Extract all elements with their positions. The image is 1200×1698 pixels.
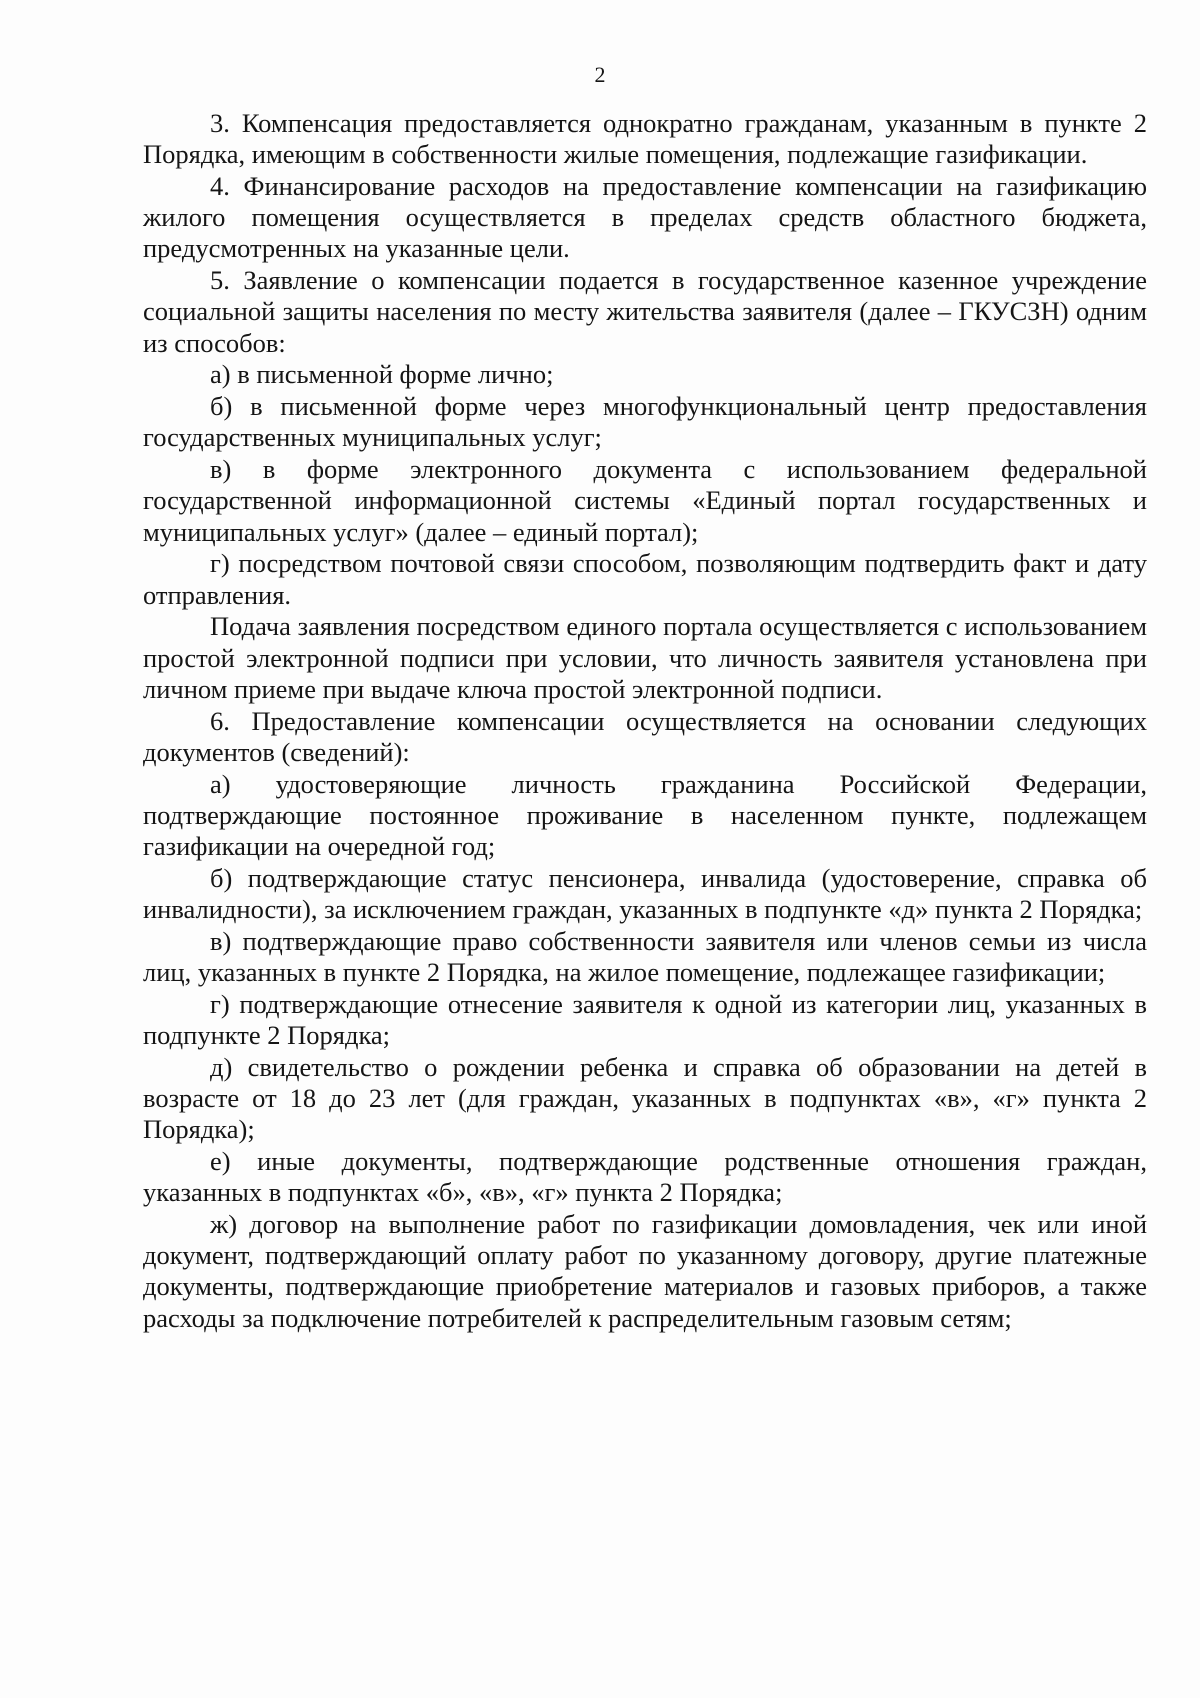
list-item-5a: а) в письменной форме лично; (210, 359, 554, 390)
paragraph-portal-submission: Подача заявления посредством единого портала осуществляется с использованием простой электронной подписи при условии, что личность заявителя установлена при личном приеме при выдаче ключа простой электронной подписи. (143, 611, 1147, 704)
paragraph-3: 3. Компенсация предоставляется однократно гражданам, указанным в пункте 2 Порядка, имеющим в собственности жилые помещения, подлежащие газификации. (143, 108, 1147, 170)
page-number-text: 2 (594, 62, 606, 87)
paragraph-6: 6. Предоставление компенсации осуществляется на основании следующих документов (сведений): (143, 705, 1147, 767)
page-number (0, 64, 1200, 86)
paragraph-4: 4. Финансирование расходов на предоставление компенсации на газификацию жилого помещения осуществляется в пределах средств областного бюджета, предусмотренных на указанные цели. (143, 171, 1147, 264)
list-item-5b: б) в письменной форме через многофункциональный центр предоставления государственных муниципальных услуг; (143, 391, 1147, 453)
paragraph-5: 5. Заявление о компенсации подается в государственное казенное учреждение социальной защиты населения по месту жительства заявителя (далее – ГКУСЗН) одним из способов: (143, 265, 1147, 358)
list-item-6e: е) иные документы, подтверждающие родственные отношения граждан, указанных в подпунктах «б», «в», «г» пункта 2 Порядка; (143, 1146, 1147, 1208)
list-item-6b: б) подтверждающие статус пенсионера, инвалида (удостоверение, справка об инвалидности), за исключением граждан, указанных в подпункте «д» пункта 2 Порядка; (143, 862, 1147, 925)
list-item-6zh: ж) договор на выполнение работ по газификации домовладения, чек или иной документ, подтверждающий оплату работ по указанному договору, другие платежные документы, подтверждающие приобретение материалов и газовых приборов, а также расходы за подключение потребителей к распределительным газовым сетям; (143, 1209, 1147, 1333)
list-item-5v: в) в форме электронного документа с использованием федеральной государственной информационной системы «Единый портал государственных и муниципальных услуг» (далее – единый портал); (143, 454, 1147, 547)
list-item-5g: г) посредством почтовой связи способом, позволяющим подтвердить факт и дату отправления. (143, 548, 1147, 610)
list-item-6a: а) удостоверяющие личность гражданина Российской Федерации, подтверждающие постоянное проживание в населенном пункте, подлежащем газификации на очередной год; (143, 768, 1147, 862)
list-item-6d: д) свидетельство о рождении ребенка и справка об образовании на детей в возрасте от 18 до 23 лет (для граждан, указанных в подпунктах «в», «г» пункта 2 Порядка); (143, 1051, 1147, 1145)
list-item-6v: в) подтверждающие право собственности заявителя или членов семьи из числа лиц, указанных в пункте 2 Порядка, на жилое помещение, подлежащее газификации; (143, 925, 1147, 988)
document-body (143, 108, 1147, 1334)
list-item-6g: г) подтверждающие отнесение заявителя к одной из категории лиц, указанных в подпункте 2 Порядка; (143, 988, 1147, 1051)
